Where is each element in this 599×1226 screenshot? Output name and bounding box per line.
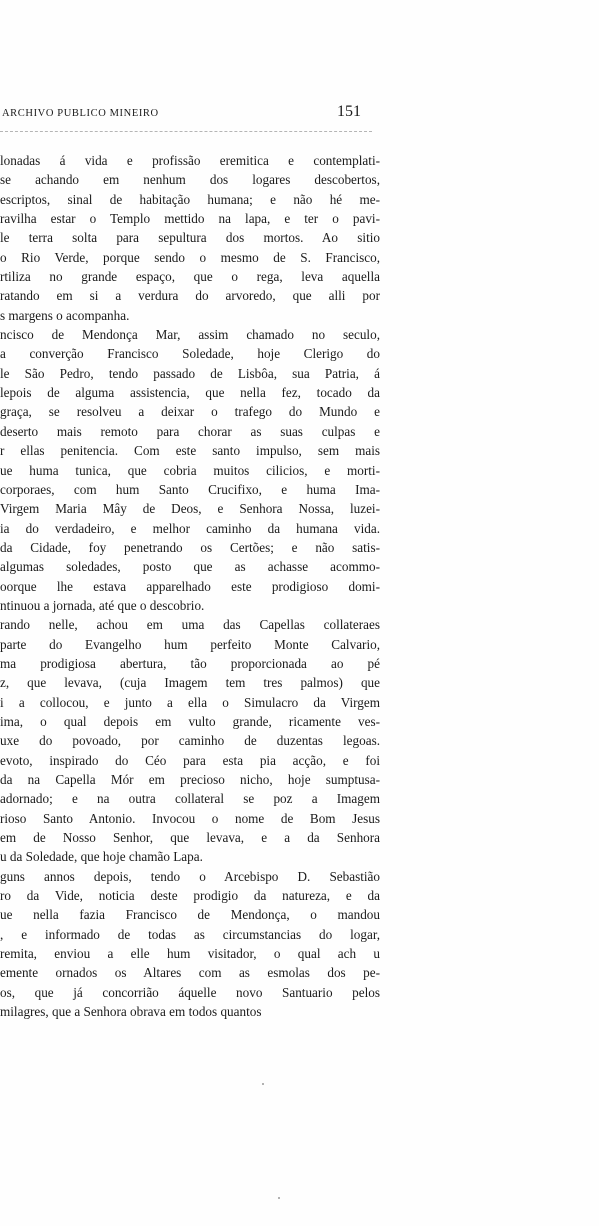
text-line: r ellas penitencia. Com este santo impulso, sem mais xyxy=(0,443,380,459)
text-line: s margens o acompanha. xyxy=(0,307,130,323)
text-line: corporaes, com hum Santo Crucifixo, e huma Ima- xyxy=(0,481,380,497)
text-line: oorque lhe estava apparelhado este prodigioso domi- xyxy=(0,578,380,594)
text-line: ia do verdadeiro, e melhor caminho da humana vida. xyxy=(0,520,380,536)
text-line: ro da Vide, noticia deste prodigio da natureza, e da xyxy=(0,888,380,904)
page-header xyxy=(0,103,375,125)
scan-speck xyxy=(262,1083,264,1085)
text-line: i a collocou, e junto a ella o Simulacro da Virgem xyxy=(0,694,380,710)
text-line: adornado; e na outra collateral se poz a Imagem xyxy=(0,791,380,807)
body-text xyxy=(0,151,380,1021)
text-line: le terra solta para sepultura dos mortos. Ao sitio xyxy=(0,230,380,246)
text-line: remita, enviou a elle hum visitador, o qual ach u xyxy=(0,946,380,962)
text-line: ncisco de Mendonça Mar, assim chamado no seculo, xyxy=(0,327,380,343)
text-line: z, que levava, (cuja Imagem tem tres palmos) que xyxy=(0,675,380,691)
text-line: os, que já concorrião áquelle novo Santuario pelos xyxy=(0,984,380,1000)
page-number: 151 xyxy=(337,103,361,120)
text-line: algumas soledades, posto que as achasse acommo- xyxy=(0,559,380,575)
text-line: ntinuou a jornada, até que o descobrio. xyxy=(0,597,205,613)
text-line: guns annos depois, tendo o Arcebispo D. Sebastião xyxy=(0,868,380,884)
text-line: emente ornados os Altares com as esmolas dos pe- xyxy=(0,965,380,981)
text-line: em de Nosso Senhor, que levava, e a da Senhora xyxy=(0,830,380,846)
text-line: graça, se resolveu a deixar o trafego do Mundo e xyxy=(0,404,380,420)
header-rule xyxy=(0,131,372,132)
text-line: a converção Francisco Soledade, hoje Clerigo do xyxy=(0,346,380,362)
text-line: ue huma tunica, que cobria muitos cilicios, e morti- xyxy=(0,462,380,478)
text-line: le São Pedro, tendo passado de Lisbôa, sua Patria, á xyxy=(0,365,380,381)
text-line: ima, o qual depois em vulto grande, ricamente ves- xyxy=(0,713,380,729)
text-line: ue nella fazia Francisco de Mendonça, o mandou xyxy=(0,907,380,923)
text-line: se achando em nenhum dos logares descobertos, xyxy=(0,172,380,188)
text-line: evoto, inspirado do Céo para esta pia acção, e foi xyxy=(0,752,380,768)
text-line: da na Capella Mór em precioso nicho, hoje sumptusa- xyxy=(0,772,380,787)
text-line: deserto mais remoto para chorar as suas culpas e xyxy=(0,423,380,439)
text-line: parte do Evangelho hum perfeito Monte Calvario, xyxy=(0,636,380,652)
text-line: Virgem Maria Mây de Deos, e Senhora Nossa, luzei- xyxy=(0,501,380,517)
text-line: lepois de alguma assistencia, que nella fez, tocado da xyxy=(0,385,380,401)
text-line: da Cidade, foy penetrando os Certões; e não satis- xyxy=(0,539,380,555)
text-line: escriptos, sinal de habitação humana; e não hé me- xyxy=(0,191,380,207)
text-line: rtiliza no grande espaço, que o rega, leva aquella xyxy=(0,269,380,285)
text-line: milagres, que a Senhora obrava em todos quantos xyxy=(0,1004,262,1020)
text-line: uxe do povoado, por caminho de duzentas legoas. xyxy=(0,733,380,749)
scan-speck xyxy=(278,1197,280,1199)
text-line: ratando em si a verdura do arvoredo, que alli por xyxy=(0,288,380,304)
text-line: rando nelle, achou em uma das Capellas collateraes xyxy=(0,617,380,633)
running-head: ARCHIVO PUBLICO MINEIRO xyxy=(2,108,159,119)
text-line: ma prodigiosa abertura, tão proporcionada ao pé xyxy=(0,655,380,671)
text-line: u da Soledade, que hoje chamão Lapa. xyxy=(0,849,203,865)
text-line: lonadas á vida e profissão eremitica e contemplati- xyxy=(0,153,380,168)
text-line: o Rio Verde, porque sendo o mesmo de S. Francisco, xyxy=(0,249,380,265)
text-line: rioso Santo Antonio. Invocou o nome de Bom Jesus xyxy=(0,810,380,826)
text-line: , e informado de todas as circumstancias do logar, xyxy=(0,926,380,942)
text-line: ravilha estar o Templo mettido na lapa, e ter o pavi- xyxy=(0,211,380,227)
